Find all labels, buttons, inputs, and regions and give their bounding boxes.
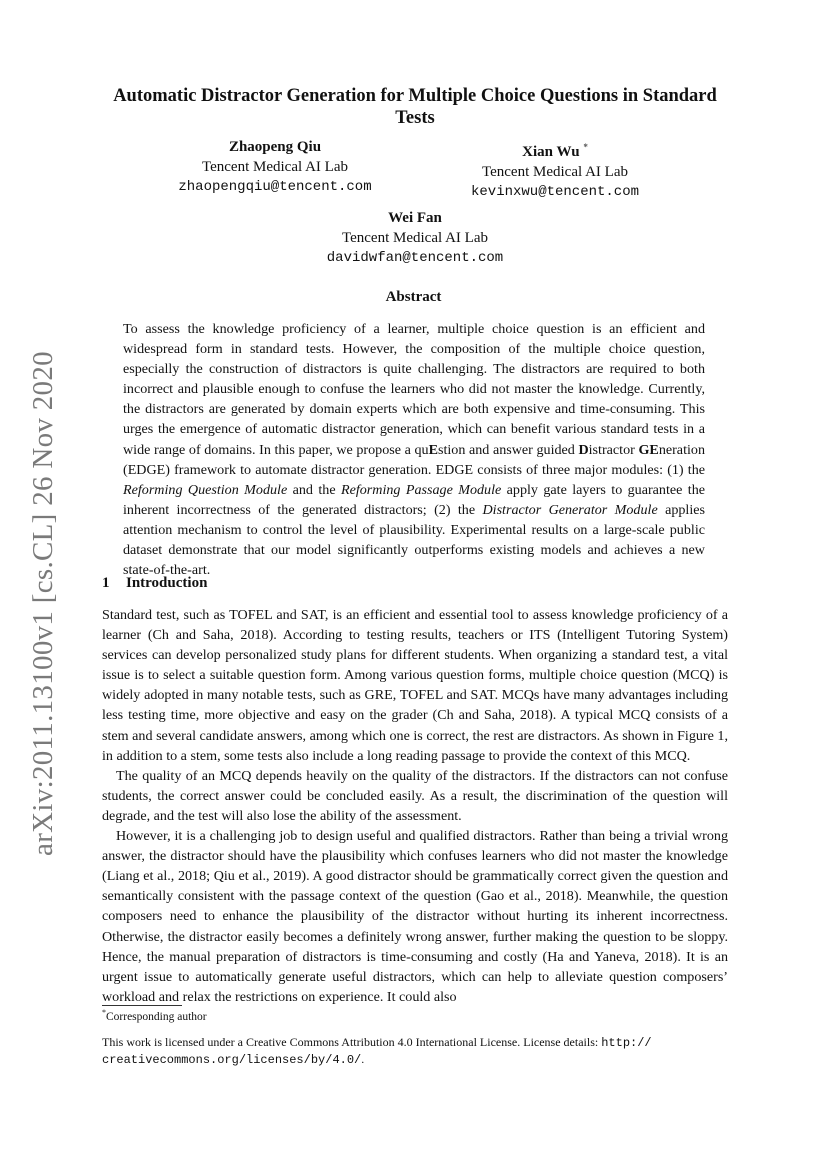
section-heading-introduction: [102, 575, 207, 592]
license-link[interactable]: http://: [601, 1036, 652, 1050]
author-block-1: [150, 137, 400, 197]
footnote-text: Corresponding author: [106, 1010, 207, 1023]
footnote: [102, 1008, 207, 1023]
body-paragraph: However, it is a challenging job to design useful and qualified distractors. Rather than being a trivial wrong answer, the distractor should have the plausibility which confuses learners who did not master the knowledge (Liang et al., 2018; Qiu et al., 2019). A good distractor should be grammatically correct given the question and semantically consistent with the passage context of the question (Gao et al., 2018). Meanwhile, the question composers need to enhance the plausibility of the distractor without hurting its inherent incorrectness. Otherwise, the distractor easily becomes a definitely wrong answer, further making the question to be sloppy. Hence, the manual preparation of distractors is time-consuming and costly (Ha and Yaneva, 2018). It is an urgent issue to automatically generate useful distractors, which can help to alleviate question composers’ workload and relax the restrictions on experience. It could also: [102, 828, 728, 1005]
author-block-2: [430, 137, 680, 202]
author-name: Zhaopeng Qiu: [228, 139, 322, 155]
arxiv-stamp: [21, 350, 65, 856]
body-paragraph: The quality of an MCQ depends heavily on the quality of the distractors. If the distractors can not confuse students, the correct answer could be concluded easily. As a result, the discrimination of the question will degrade, and the test will also lose the ability of the assessment.: [102, 767, 728, 824]
corresponding-mark: *: [583, 142, 588, 152]
section-title: Introduction: [126, 575, 208, 591]
paper-title: Automatic Distractor Generation for Multiple Choice Questions in Standard Tests: [113, 86, 717, 128]
author-email: kevinxwu@tencent.com: [470, 184, 640, 200]
author-name: Wei Fan: [388, 210, 442, 226]
author-email: davidwfan@tencent.com: [326, 250, 504, 266]
author-affiliation: Tencent Medical AI Lab: [482, 164, 628, 180]
section-number: 1: [102, 575, 110, 591]
author-block-3: [290, 208, 540, 268]
author-email: zhaopengqiu@tencent.com: [178, 179, 372, 195]
author-name: Xian Wu: [522, 144, 580, 160]
footnote-mark: *: [102, 1008, 106, 1017]
abstract-text: To assess the knowledge proficiency of a learner, multiple choice question is an efficient and widespread form in standard tests. However, the composition of the multiple choice question, especially the construction of distractors is quite challenging. The distractors are required to both incorrect and plausible enough to confuse the learners who did not master the knowledge. Currently, the distractors are generated by domain experts which are both expensive and time-consuming. This urges the emergence of automatic distractor generation, which can benefit various standard tests in a wide range of domains. In this paper, we propose a quEstion and answer guided Distractor GEneration (EDGE) framework to automate distractor generation. EDGE consists of three major modules: (1) the Reforming Question Module and the Reforming Passage Module apply gate layers to guarantee the inherent incorrectness of the generated distractors; (2) the Distractor Generator Module applies attention mechanism to control the level of plausibility. Experimental results on a large-scale public dataset demonstrate that our model significantly outperforms existing models and achieves a new state-of-the-art.: [123, 321, 706, 579]
license-link[interactable]: creativecommons.org/licenses/by/4.0/: [102, 1053, 362, 1067]
license-note: This work is licensed under a Creative Commons Attribution 4.0 International License. License details: http:// creativecommons.org/licenses/by/4.0/.: [102, 1035, 652, 1067]
abstract-heading: Abstract: [385, 289, 442, 305]
arxiv-stamp-text: arXiv:2011.13100v1 [cs.CL] 26 Nov 2020: [26, 350, 59, 856]
body-paragraph: Standard test, such as TOFEL and SAT, is an efficient and essential tool to assess knowledge proficiency of a learner (Ch and Saha, 2018). According to testing results, teachers or ITS (Intelligent Tutoring System) services can develop personalized study plans for different students. When organizing a standard test, a vital issue is to select a suitable question form. Among various question forms, multiple choice question (MCQ) is widely adopted in many notable tests, such as GRE, TOFEL and SAT. MCQs have many advantages including less testing time, more objective and easy on the grader (Ch and Saha, 2018). A typical MCQ consists of a stem and several candidate answers, among which one is correct, the rest are distractors. As shown in Figure 1, in addition to a stem, some tests also include a long reading passage to provide the context of this MCQ.: [102, 607, 728, 764]
author-affiliation: Tencent Medical AI Lab: [342, 230, 488, 246]
footnote-rule: [102, 1005, 182, 1006]
author-affiliation: Tencent Medical AI Lab: [202, 159, 348, 175]
introduction-body: [102, 605, 728, 1007]
